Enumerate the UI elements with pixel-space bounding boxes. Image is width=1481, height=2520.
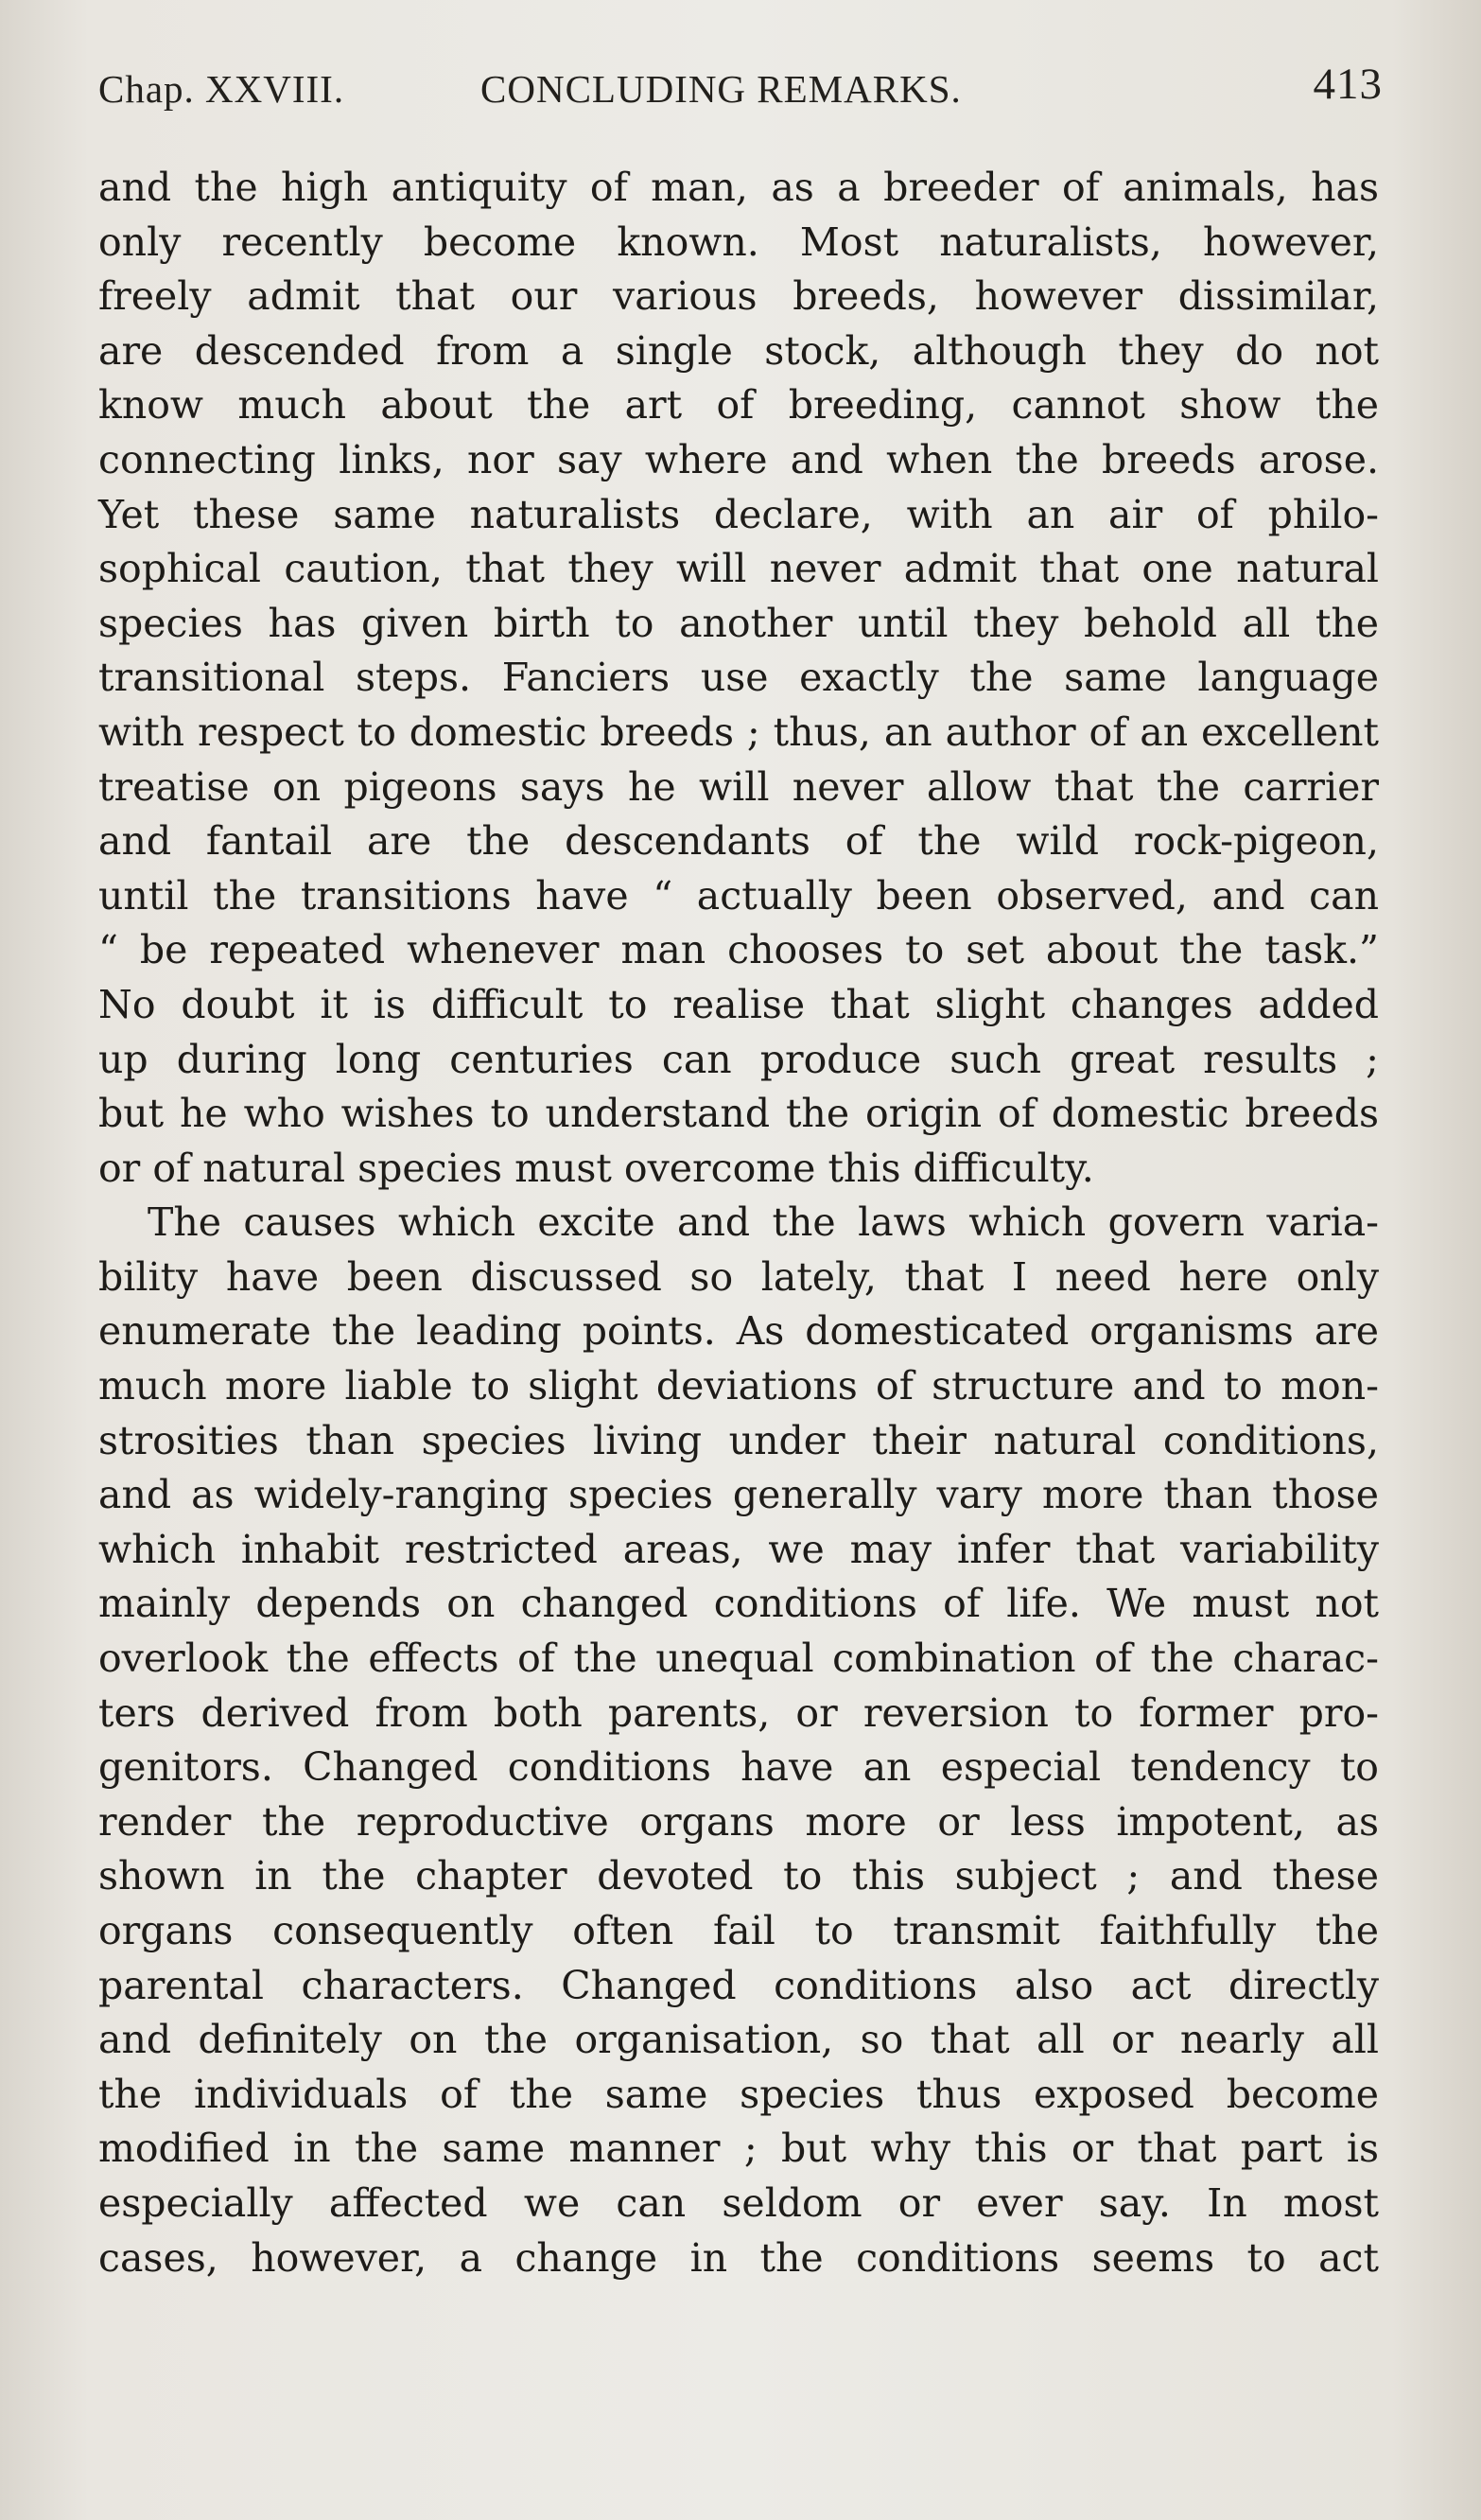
text-line: connecting links, nor say where and when the breeds arose. — [98, 436, 1379, 482]
text-line: bility have been discussed so lately, that I need here only — [98, 1253, 1379, 1300]
text-line: freely admit that our various breeds, however dissimilar, — [98, 273, 1379, 320]
text-line: and fantail are the descendants of the wild rock-pigeon, — [98, 818, 1379, 865]
paragraph-start-line: The causes which excite and the laws which govern varia- — [148, 1199, 1379, 1246]
text-line: overlook the effects of the unequal combination of the charac- — [98, 1636, 1379, 1682]
text-line: are descended from a single stock, although they do not — [98, 327, 1379, 374]
text-line: which inhabit restricted areas, we may infer that variability — [98, 1526, 1379, 1572]
text-line: especially affected we can seldom or ever say. In most — [98, 2179, 1379, 2226]
text-line: ters derived from both parents, or reversion to former pro- — [98, 1689, 1379, 1736]
text-line: species has given birth to another until they behold all the — [98, 600, 1379, 646]
text-line: until the transitions have “ actually been observed, and can — [98, 872, 1379, 919]
text-line: mainly depends on changed conditions of life. We must not — [98, 1581, 1379, 1627]
text-line: modified in the same manner ; but why this or that part is — [98, 2126, 1379, 2172]
text-line: genitors. Changed conditions have an especial tendency to — [98, 1744, 1379, 1791]
text-line: and the high antiquity of man, as a breeder of animals, has — [98, 165, 1379, 210]
text-line: transitional steps. Fanciers use exactly the same language — [98, 655, 1379, 701]
text-line: only recently become known. Most naturalists, however, — [98, 219, 1379, 265]
text-line: render the reproductive organs more or less impotent, as — [98, 1798, 1379, 1845]
text-line: cases, however, a change in the conditions seems to act — [98, 2234, 1379, 2281]
text-line: enumerate the leading points. As domesticated organisms are — [98, 1308, 1379, 1355]
text-line: strosities than species living under their natural conditions, — [98, 1417, 1379, 1463]
text-line: sophical caution, that they will never admit that one natural — [98, 546, 1379, 592]
text-line: much more liable to slight deviations of structure and to mon- — [98, 1363, 1379, 1409]
text-line: up during long centuries can produce such great results ; — [98, 1036, 1379, 1082]
text-line: with respect to domestic breeds ; thus, an author of an excellent — [98, 709, 1379, 755]
text-line: No doubt it is difficult to realise that slight changes added — [98, 981, 1379, 1027]
text-line: organs consequently often fail to transmit faithfully the — [98, 1908, 1379, 1953]
text-line: and as widely-ranging species generally vary more than those — [98, 1472, 1379, 1518]
text-line: know much about the art of breeding, cannot show the — [98, 382, 1379, 429]
text-line: “ be repeated whenever man chooses to set about the task.” — [98, 927, 1379, 973]
chapter-label: Chap. XXVIII. — [98, 67, 345, 111]
body-text — [98, 161, 1379, 2285]
text-line: the individuals of the same species thus exposed become — [98, 2071, 1379, 2117]
text-line: but he who wishes to understand the origin of domestic breeds — [98, 1091, 1379, 1137]
paragraph-end-line: or of natural species must overcome this difficulty. — [98, 1145, 1094, 1191]
text-line: parental characters. Changed conditions also act directly — [98, 1962, 1379, 2008]
text-line: treatise on pigeons says he will never allow that the carrier — [98, 763, 1379, 810]
running-head — [98, 59, 1383, 115]
text-line: Yet these same naturalists declare, with an air of philo- — [98, 491, 1379, 537]
text-line: shown in the chapter devoted to this subject ; and these — [98, 1853, 1379, 1899]
running-title: CONCLUDING REMARKS. — [480, 67, 962, 111]
page-number: 413 — [1313, 60, 1383, 109]
text-line: and definitely on the organisation, so that all or nearly all — [98, 2017, 1379, 2063]
